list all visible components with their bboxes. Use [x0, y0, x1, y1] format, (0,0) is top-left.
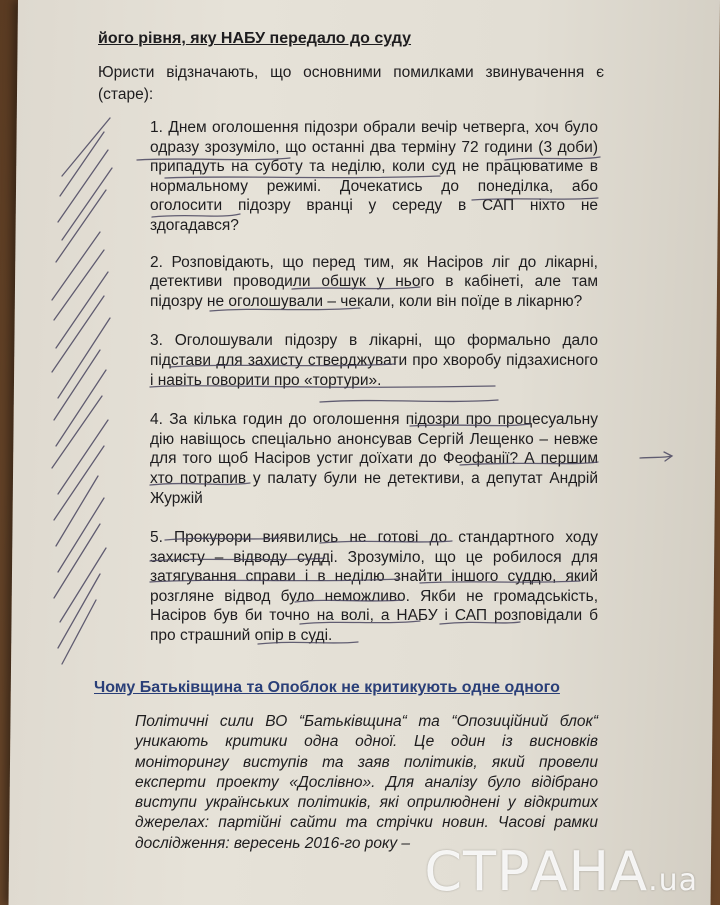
intro-paragraph: Юристи відзначають, що основними помилками звинувачення є (старе): — [98, 64, 604, 103]
list-item: 1. Днем оголошення підозри обрали вечір четверга, хоч було одразу зрозуміло, що останні два терміну 72 години (3 доби) припадуть на суботу та неділю, коли суд не працюватиме в нормальному режимі. Дочекатись до понеділка, або оголосити підозру вранці у середу в САП ніхто не здогадався? — [150, 119, 598, 234]
underline-mark — [505, 157, 600, 160]
underline-mark — [295, 600, 402, 602]
section-title: Чому Батьківщина та Опоблок не критикують одне одного — [94, 679, 560, 696]
underline-mark — [165, 176, 440, 178]
section-paragraph: Політичні сили ВО “Батьківщина“ та “Опозиційний блок“ уникають критики одна одної. Це один із висновків моніторингу виступів та заяв політиків, який провели експерти проекту «Дослівно». Для аналізу було відібрано виступи українських політиків, які оприлюднені у відкритих джерелах: партійні сайти та стрічки новин. Часові рамки дослідження: вересень 2016-го року – — [135, 713, 598, 852]
underline-mark — [460, 462, 598, 465]
list-item: 4. За кілька годин до оголошення підозри про процесуальну дію навіщось спеціально анонсував Сергій Лещенко – невже для того щоб Насіров устиг доїхати до Феофанії? А першим хто потрапив у палату були не детективи, а депутат Андрій Журжій — [150, 411, 598, 507]
list-item: 2. Розповідають, що перед тим, як Насіров ліг до лікарні, детективи проводили обшук у нього в кабінеті, але там підозру не оголошували – чекали, коли він поїде в лікарню? — [150, 253, 598, 310]
underline-mark — [170, 364, 395, 367]
underline-mark — [210, 308, 360, 311]
top-heading: його рівня, яку НАБУ передало до суду — [98, 30, 412, 47]
underline-mark — [320, 541, 452, 543]
underline-mark — [150, 386, 495, 388]
watermark-tld: .ua — [648, 863, 698, 898]
underline-mark — [150, 558, 325, 561]
underline-mark — [410, 424, 530, 426]
margin-scribble — [54, 476, 106, 664]
list-item: 5. Прокурори виявились не готові до стандартного ходу захисту – відводу судді. Зрозуміло, що це робилося для затягування справи і в неділю знайти іншого суддю, який розгляне відвод було неможливо. Якби не громадськість, Насіров був би точно на волі, а НАБУ і САП розповідали б про страшний опір в суді. — [150, 529, 598, 645]
underline-mark — [420, 581, 580, 583]
margin-scribble — [52, 350, 108, 520]
margin-scribble — [56, 118, 112, 262]
underline-mark — [292, 287, 420, 289]
underline-mark — [472, 198, 598, 200]
underline-mark — [300, 621, 420, 624]
list-item: 3. Оголошували підозру в лікарні, що формально дало підстави для захисту стверджувати про хворобу підзахисного і навіть говорити про «тортури». — [150, 332, 598, 389]
underline-mark — [150, 483, 250, 485]
underline-mark — [152, 214, 240, 217]
underline-mark — [440, 622, 520, 624]
watermark-logo — [424, 840, 698, 903]
underline-mark — [150, 579, 400, 582]
arrow-mark — [640, 452, 672, 461]
underline-mark — [137, 158, 290, 160]
watermark-brand: СТРАНА — [424, 840, 649, 903]
underline-mark — [258, 642, 358, 644]
margin-scribble — [52, 232, 110, 398]
underline-mark — [320, 400, 498, 402]
underline-mark — [165, 538, 280, 540]
